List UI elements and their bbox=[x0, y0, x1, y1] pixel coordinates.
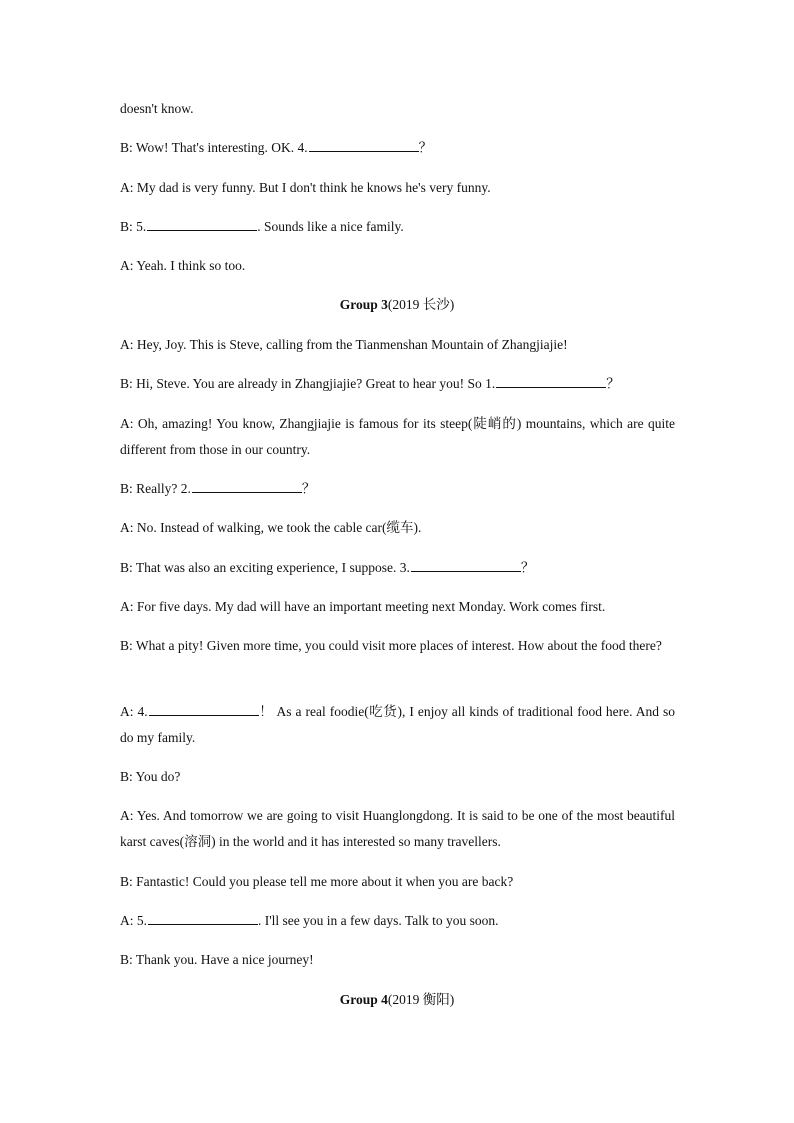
dialogue-line bbox=[120, 214, 675, 240]
dialogue-line: A: Oh, amazing! You know, Zhangjiajie is famous for its steep(陡峭的) mountains, which are quite different from those in our country. bbox=[120, 416, 675, 457]
dialogue-line bbox=[120, 371, 675, 397]
line-text: B: Hi, Steve. You are already in Zhangjiajie? Great to hear you! So 1. bbox=[120, 376, 496, 391]
dialogue-line bbox=[120, 135, 675, 161]
dialogue-line: A: My dad is very funny. But I don't think he knows he's very funny. bbox=[120, 180, 491, 195]
line-text: ！ As a real foodie(吃货), I enjoy all kinds of traditional food here. And so do my family. bbox=[120, 704, 675, 745]
dialogue-line bbox=[120, 699, 675, 751]
line-text: ？ bbox=[606, 376, 620, 391]
line-text: B: 5. bbox=[120, 219, 147, 234]
dialogue-line: A: Yeah. I think so too. bbox=[120, 258, 246, 273]
answer-blank[interactable] bbox=[192, 478, 302, 493]
dialogue-line: B: You do? bbox=[120, 769, 181, 784]
line-text: B: Wow! That's interesting. OK. 4. bbox=[120, 140, 308, 155]
line-text: B: Really? 2. bbox=[120, 481, 191, 496]
group-heading bbox=[0, 987, 794, 1013]
answer-blank[interactable] bbox=[147, 216, 257, 231]
line-text: A: 4. bbox=[120, 704, 148, 719]
group-source: (2019 衡阳) bbox=[387, 992, 455, 1007]
group-source: (2019 长沙) bbox=[387, 297, 455, 312]
dialogue-line: A: No. Instead of walking, we took the cable car(缆车). bbox=[120, 520, 422, 535]
dialogue-line bbox=[120, 555, 675, 581]
dialogue-line: A: Hey, Joy. This is Steve, calling from the Tianmenshan Mountain of Zhangjiajie! bbox=[120, 337, 568, 352]
answer-blank[interactable] bbox=[148, 910, 258, 925]
line-text: . Sounds like a nice family. bbox=[257, 219, 404, 234]
dialogue-line: B: Fantastic! Could you please tell me more about it when you are back? bbox=[120, 874, 514, 889]
group-heading bbox=[0, 292, 794, 318]
group-title: Group 4 bbox=[339, 992, 388, 1007]
dialogue-line: doesn't know. bbox=[120, 101, 194, 116]
dialogue-line: B: What a pity! Given more time, you could visit more places of interest. How about the food there? bbox=[120, 638, 662, 653]
line-text: B: That was also an exciting experience, I suppose. 3. bbox=[120, 560, 410, 575]
dialogue-line: A: Yes. And tomorrow we are going to visit Huanglongdong. It is said to be one of the most beautiful karst caves(溶洞) in the world and it has interested so many travellers. bbox=[120, 808, 675, 849]
answer-blank[interactable] bbox=[149, 701, 259, 716]
line-text: . I'll see you in a few days. Talk to you soon. bbox=[258, 913, 499, 928]
answer-blank[interactable] bbox=[496, 373, 606, 388]
line-text: ？ bbox=[418, 140, 433, 155]
answer-blank[interactable] bbox=[411, 557, 521, 572]
dialogue-line bbox=[120, 908, 675, 934]
dialogue-line bbox=[120, 476, 675, 502]
dialogue-line: A: For five days. My dad will have an important meeting next Monday. Work comes first. bbox=[120, 599, 606, 614]
line-text: A: 5. bbox=[120, 913, 147, 928]
line-text: ？ bbox=[301, 481, 316, 496]
dialogue-line: B: Thank you. Have a nice journey! bbox=[120, 952, 314, 967]
group-title: Group 3 bbox=[339, 297, 388, 312]
answer-blank[interactable] bbox=[309, 137, 419, 152]
line-text: ？ bbox=[520, 560, 535, 575]
